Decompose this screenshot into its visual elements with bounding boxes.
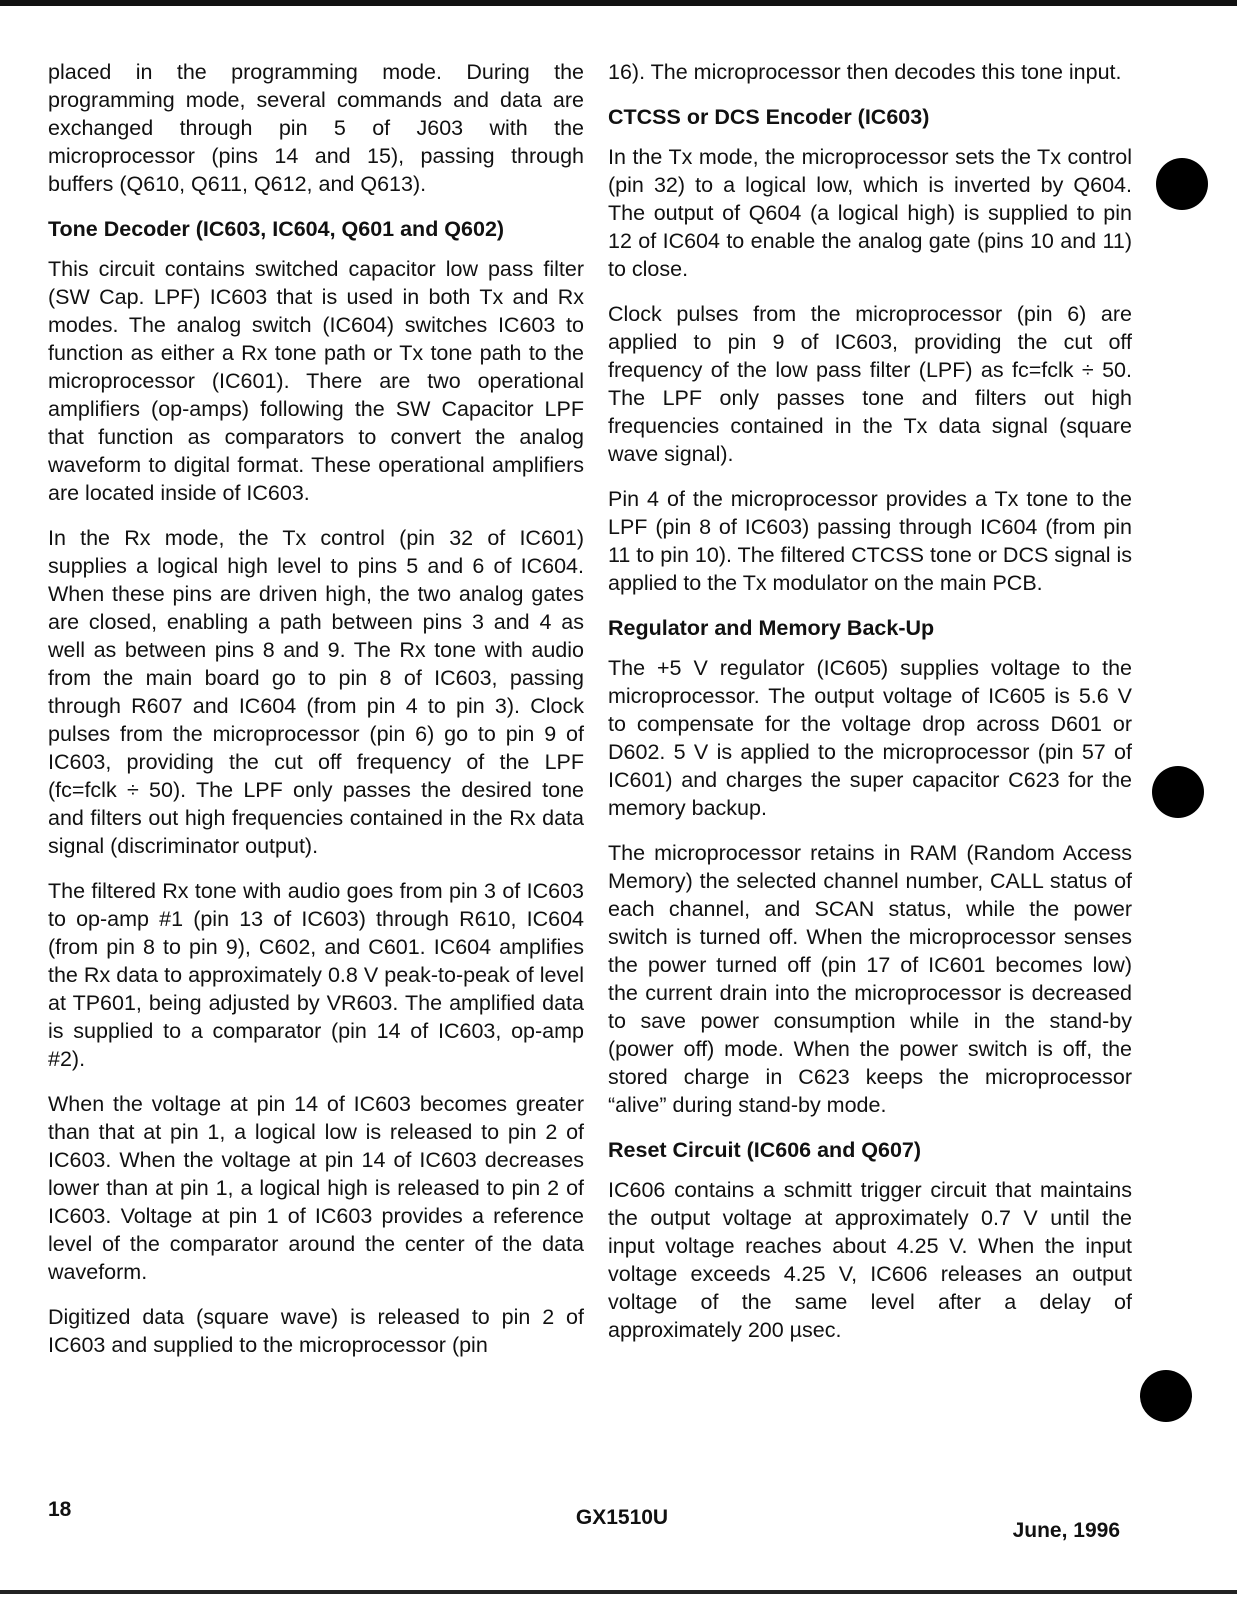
paragraph: placed in the programming mode. During the programming mode, several commands and data are exchanged through pin 5 of J603 with the microprocessor (pins 14 and 15), passing through buffers (Q610, Q611, Q612, and Q613). — [48, 60, 584, 196]
right-column — [608, 58, 1132, 1361]
section-heading-regulator: Regulator and Memory Back-Up — [608, 616, 935, 640]
paragraph: The filtered Rx tone with audio goes from pin 3 of IC603 to op-amp #1 (pin 13 of IC603) through R610, IC604 (from pin 8 to pin 9), C602, and C601. IC604 amplifies the Rx data to approximately 0.8 V peak-to-peak of level at TP601, being adjusted by VR603. The amplified data is supplied to a comparator (pin 14 of IC603, op-amp #2). — [48, 879, 584, 1071]
model-number: GX1510U — [575, 1506, 669, 1529]
paragraph: This circuit contains switched capacitor low pass filter (SW Cap. LPF) IC603 that is used in both Tx and Rx modes. The analog switch (IC604) switches IC603 to function as either a Rx tone path or Tx tone path to the microprocessor (IC601). There are two operational amplifiers (op-amps) following the SW Capacitor LPF that function as comparators to convert the analog waveform to digital format. These operational amplifiers are located inside of IC603. — [48, 257, 584, 505]
left-column — [48, 58, 584, 1376]
bottom-rule — [0, 1590, 1237, 1594]
paragraph: Clock pulses from the microprocessor (pin 6) are applied to pin 9 of IC603, providing the cut off frequency of the low pass filter (LPF) as fc=fclk ÷ 50. The LPF only passes tone and filters out high frequencies contained in the Tx data signal (square wave signal). — [608, 302, 1132, 466]
top-rule — [0, 0, 1237, 6]
page-number: 18 — [48, 1498, 72, 1521]
binder-hole-mark — [1156, 158, 1208, 210]
publication-date: June, 1996 — [1012, 1519, 1120, 1542]
section-heading-reset-circuit: Reset Circuit (IC606 and Q607) — [608, 1138, 922, 1162]
paragraph: Digitized data (square wave) is released to pin 2 of IC603 and supplied to the microprocessor (pin — [48, 1305, 584, 1357]
paragraph: The microprocessor retains in RAM (Random Access Memory) the selected channel number, CALL status of each channel, and SCAN status, while the power switch is turned off. When the microprocessor senses the power turned off (pin 17 of IC601 becomes low) the current drain into the microprocessor is decreased to save power consumption while in the stand-by (power off) mode. When the power switch is off, the stored charge in C623 keeps the microprocessor “alive” during stand-by mode. — [608, 841, 1132, 1117]
paragraph: 16). The microprocessor then decodes this tone input. — [608, 60, 1122, 84]
section-heading-tone-decoder: Tone Decoder (IC603, IC604, Q601 and Q602) — [48, 217, 505, 241]
paragraph: IC606 contains a schmitt trigger circuit that maintains the output voltage at approximately 0.7 V until the input voltage reaches about 4.25 V. When the input voltage exceeds 4.25 V, IC606 releases an output voltage of the same level after a delay of approximately 200 µsec. — [608, 1178, 1132, 1342]
section-heading-ctcss-encoder: CTCSS or DCS Encoder (IC603) — [608, 105, 930, 129]
paragraph: When the voltage at pin 14 of IC603 becomes greater than that at pin 1, a logical low is released to pin 2 of IC603. When the voltage at pin 14 of IC603 decreases lower than at pin 1, a logical high is released to pin 2 of IC603. Voltage at pin 1 of IC603 provides a reference level of the comparator around the center of the data waveform. — [48, 1092, 584, 1284]
binder-hole-mark — [1140, 1370, 1192, 1422]
paragraph: Pin 4 of the microprocessor provides a Tx tone to the LPF (pin 8 of IC603) passing through IC604 (from pin 11 to pin 10). The filtered CTCSS tone or DCS signal is applied to the Tx modulator on the main PCB. — [608, 487, 1132, 595]
paragraph: In the Rx mode, the Tx control (pin 32 of IC601) supplies a logical high level to pins 5 and 6 of IC604. When these pins are driven high, the two analog gates are closed, enabling a path between pins 3 and 4 as well as between pins 8 and 9. The Rx tone with audio from the main board go to pin 8 of IC603, passing through R607 and IC604 (from pin 4 to pin 3). Clock pulses from the microprocessor (pin 6) go to pin 9 of IC603, providing the cut off frequency of the LPF (fc=fclk ÷ 50). The LPF only passes the desired tone and filters out high frequencies contained in the Rx data signal (discriminator output). — [48, 526, 584, 858]
paragraph: In the Tx mode, the microprocessor sets the Tx control (pin 32) to a logical low, which is inverted by Q604. The output of Q604 (a logical high) is supplied to pin 12 of IC604 to enable the analog gate (pins 10 and 11) to close. — [608, 145, 1132, 281]
binder-hole-mark — [1152, 766, 1204, 818]
paragraph: The +5 V regulator (IC605) supplies voltage to the microprocessor. The output voltage of IC605 is 5.6 V to compensate for the voltage drop across D601 or D602. 5 V is applied to the microprocessor (pin 57 of IC601) and charges the super capacitor C623 for the memory backup. — [608, 656, 1132, 820]
